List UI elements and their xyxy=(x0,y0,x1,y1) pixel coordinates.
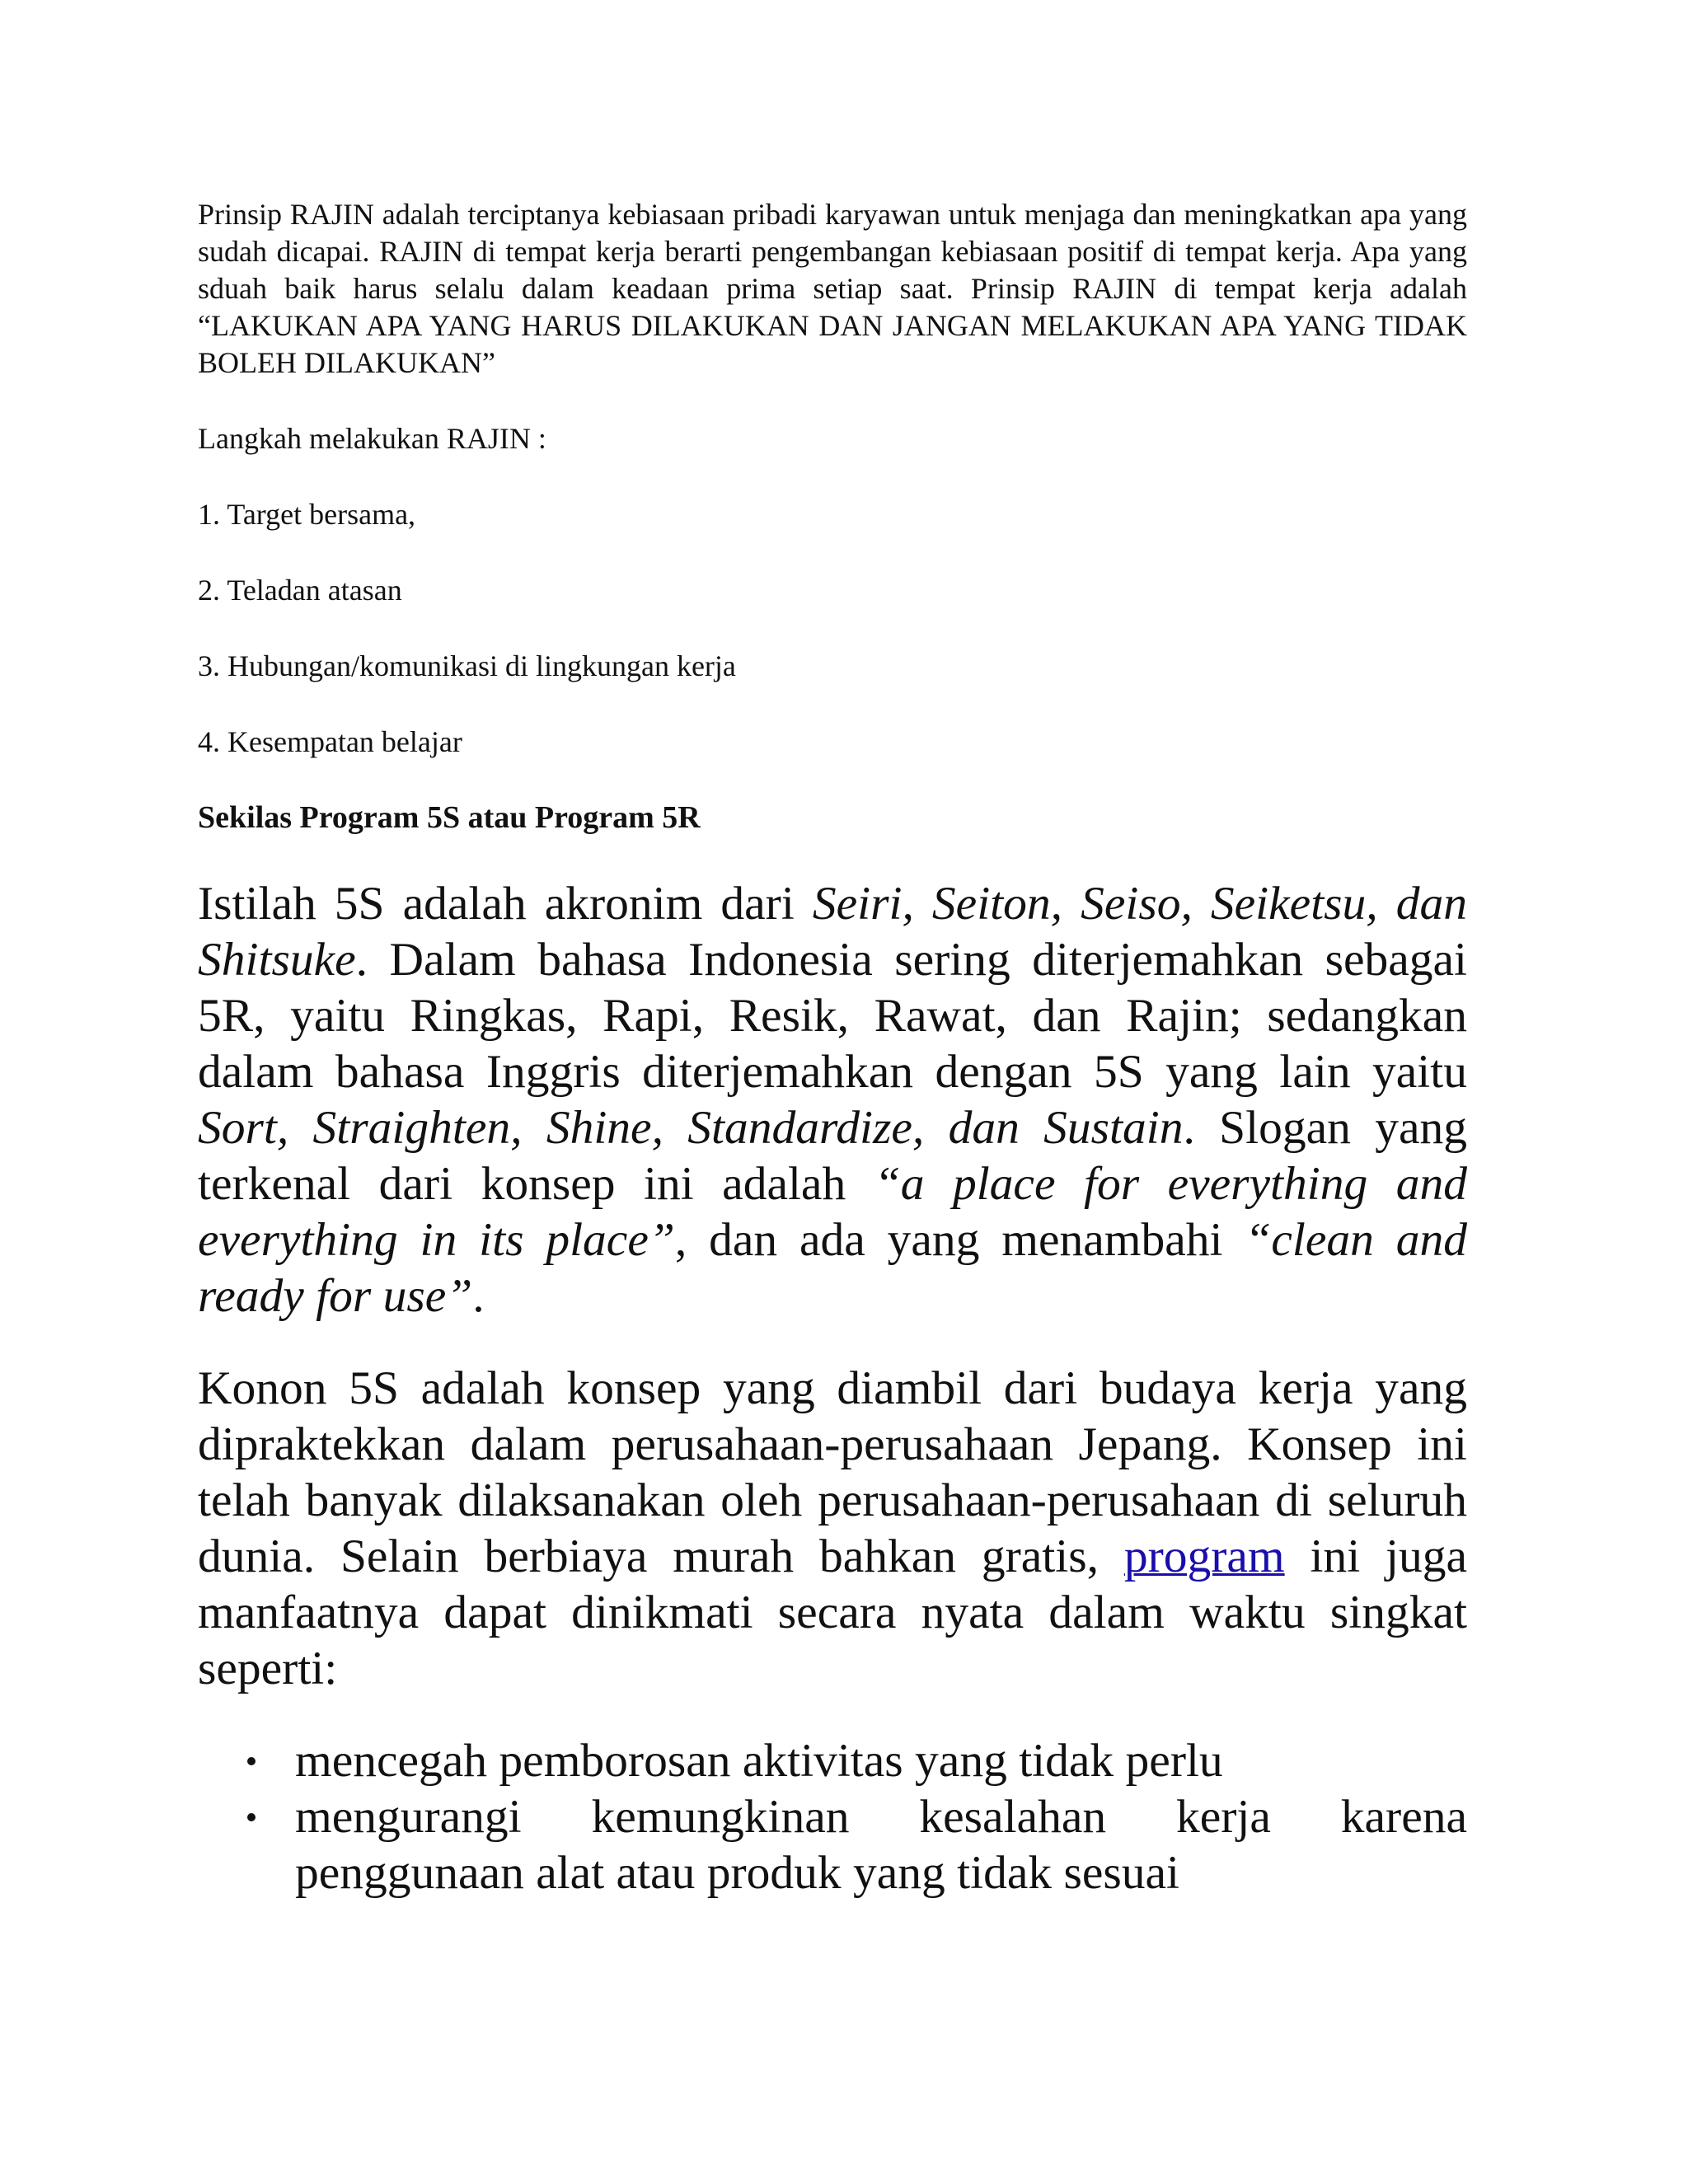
definition-text-3: . Slogan yang terkenal dari konsep ini adalah xyxy=(198,1102,1468,1210)
steps-heading: Langkah melakukan RAJIN : xyxy=(198,422,546,455)
definition-term-english: Sort, Straighten, Shine, Standardize, dan Sustain xyxy=(198,1102,1184,1154)
step-item-1: 1. Target bersama, xyxy=(198,498,416,531)
intro-paragraph: Prinsip RAJIN adalah terciptanya kebiasaan pribadi karyawan untuk menjaga dan meningkatkan apa yang sudah dicapai. RAJIN di tempat kerja berarti pengembangan kebiasaan positif di tempat kerja. Apa yang sduah baik harus selalu dalam keadaan prima setiap saat. Prinsip RAJIN di tempat kerja adalah “LAKUKAN APA YANG HARUS DILAKUKAN DAN JANGAN MELAKUKAN APA YANG TIDAK BOLEH DILAKUKAN” xyxy=(198,198,1467,379)
origin-paragraph xyxy=(198,1361,1467,1697)
slogan-quote: “a place for everything and everything in its place” xyxy=(198,1158,1467,1266)
page-content xyxy=(198,196,1467,1901)
section-heading: Sekilas Program 5S atau Program 5R xyxy=(198,800,701,835)
list-item xyxy=(198,1789,1467,1901)
origin-text-1: Konon 5S adalah konsep yang diambil dari budaya kerja yang dipraktekkan dalam perusahaan-perusahaan Jepang. Konsep ini telah banyak dilaksanakan oleh perusahaan-perusahaan di seluruh dunia. Selain berbiaya murah bahkan gratis, xyxy=(198,1362,1467,1582)
step-item-4: 4. Kesempatan belajar xyxy=(198,725,462,758)
slogan-addition-quote: “clean and ready for use” xyxy=(198,1214,1468,1322)
step-item-3: 3. Hubungan/komunikasi di lingkungan kerja xyxy=(198,649,736,682)
benefits-list xyxy=(198,1733,1467,1901)
program-link[interactable]: program xyxy=(1123,1530,1285,1582)
bullet-icon xyxy=(247,1813,256,1821)
definition-text-2: . Dalam bahasa Indonesia sering diterjemahkan sebagai 5R, yaitu Ringkas, Rapi, Resik, Rawat, dan Rajin; sedangkan dalam bahasa Inggris diterjemahkan dengan 5S yang lain yaitu xyxy=(198,934,1467,1098)
bullet-icon xyxy=(247,1757,256,1765)
definition-text-5: . xyxy=(472,1270,485,1322)
origin-text-2: ini juga manfaatnya dapat dinikmati secara nyata dalam waktu singkat seperti: xyxy=(198,1530,1468,1694)
definition-term-japanese: Seiri, Seiton, Seiso, Seiketsu, dan Shitsuke xyxy=(198,878,1467,986)
list-item xyxy=(198,1733,1467,1789)
definition-text-1: Istilah 5S adalah akronim dari xyxy=(198,878,813,930)
list-item-text: mencegah pemborosan aktivitas yang tidak perlu xyxy=(295,1735,1223,1787)
list-item-text: mengurangi kemungkinan kesalahan kerja karena penggunaan alat atau produk yang tidak sesuai xyxy=(295,1791,1467,1899)
definition-text-4: , dan ada yang menambahi xyxy=(674,1214,1245,1266)
step-item-2: 2. Teladan atasan xyxy=(198,574,402,607)
definition-paragraph xyxy=(198,876,1467,1324)
